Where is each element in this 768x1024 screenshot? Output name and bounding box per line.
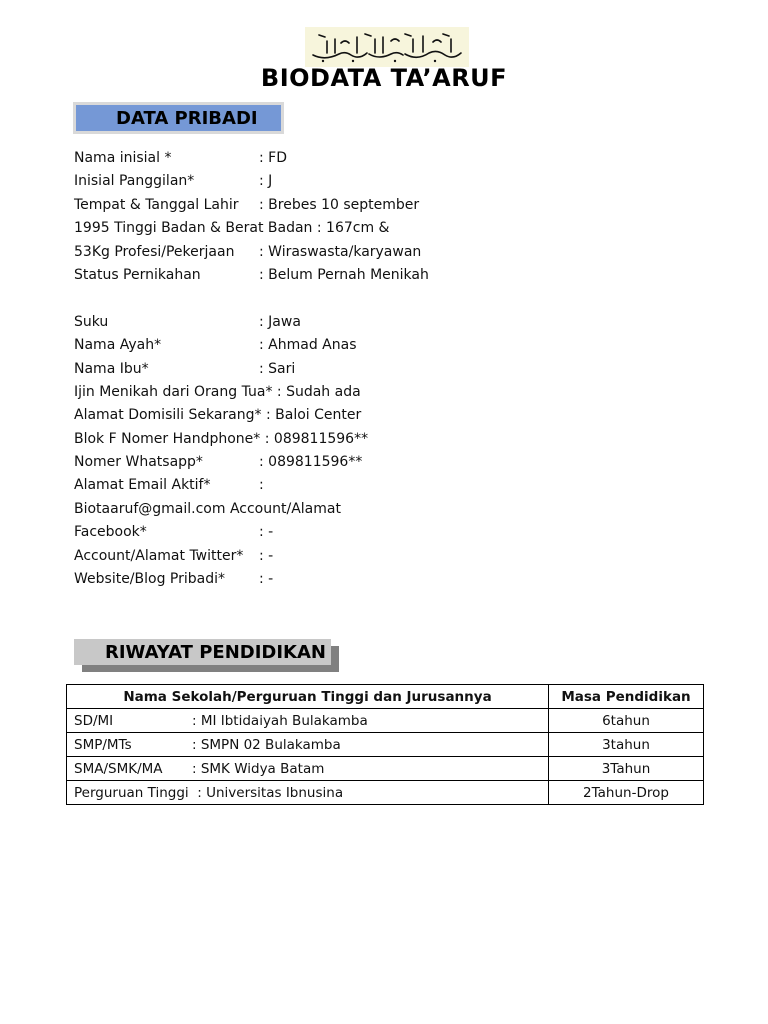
field-label: Inisial Panggilan* <box>74 173 195 190</box>
field-value: : J <box>259 173 273 190</box>
education-level: SMP/MTs <box>74 736 132 753</box>
field-label: Nama Ibu* <box>74 360 149 377</box>
field-label: Account/Alamat Twitter* <box>74 547 244 564</box>
field-value: : 089811596** <box>259 454 363 471</box>
school-name: : Universitas Ibnusina <box>197 784 344 801</box>
wrapped-text-line: Blok F Nomer Handphone* : 089811596** <box>74 430 369 447</box>
field-label: Alamat Email Aktif* <box>74 477 211 494</box>
education-level: Perguruan Tinggi <box>74 784 189 801</box>
education-table <box>66 684 704 805</box>
education-level: SD/MI <box>74 712 114 729</box>
section-header-personal <box>73 102 284 134</box>
school-cell <box>67 709 549 733</box>
section-title-education: RIWAYAT PENDIDIKAN <box>105 642 326 663</box>
table-row <box>67 757 704 781</box>
education-level: SMA/SMK/MA <box>74 760 163 777</box>
field-label: Nama inisial * <box>74 150 172 166</box>
field-value: : Ahmad Anas <box>259 337 357 354</box>
field-label: 53Kg Profesi/Pekerjaan <box>74 243 235 260</box>
table-row <box>67 709 704 733</box>
column-header-school: Nama Sekolah/Perguruan Tinggi dan Jurusannya <box>67 685 549 709</box>
field-value: : Belum Pernah Menikah <box>259 266 429 283</box>
school-name: : SMK Widya Batam <box>192 760 325 777</box>
school-cell <box>67 781 549 805</box>
field-label: Website/Blog Pribadi* <box>74 571 226 588</box>
wrapped-text-line: Ijin Menikah dari Orang Tua* : Sudah ada <box>74 383 361 400</box>
field-value: : FD <box>259 150 287 166</box>
field-label: Tempat & Tanggal Lahir <box>74 196 239 213</box>
section-header-fill <box>76 105 281 131</box>
field-label: Facebook* <box>74 524 147 541</box>
school-name: : MI Ibtidaiyah Bulakamba <box>192 712 368 729</box>
field-value: : Wiraswasta/karyawan <box>259 243 422 260</box>
field-label: Nama Ayah* <box>74 337 162 354</box>
table-row <box>67 733 704 757</box>
wrapped-text-line: Biotaaruf@gmail.com Account/Alamat <box>74 500 341 517</box>
field-value: : Sari <box>259 360 296 377</box>
school-cell <box>67 733 549 757</box>
field-value: : - <box>259 571 274 588</box>
school-cell <box>67 757 549 781</box>
field-value: : Brebes 10 september <box>259 196 420 213</box>
document-title: BIODATA TA’ARUF <box>260 64 508 92</box>
duration-cell: 3tahun <box>549 733 704 757</box>
field-label: Status Pernikahan <box>74 266 201 283</box>
calligraphy-drawing <box>305 27 469 67</box>
column-header-duration: Masa Pendidikan <box>549 685 704 709</box>
table-header-row <box>67 685 704 709</box>
duration-cell: 6tahun <box>549 709 704 733</box>
field-value: : Jawa <box>259 313 301 330</box>
field-label: Suku <box>74 313 109 330</box>
section-title-personal: DATA PRIBADI <box>116 108 258 129</box>
field-value: : <box>259 477 264 494</box>
table-row <box>67 781 704 805</box>
wrapped-text-line: 1995 Tinggi Badan & Berat Badan : 167cm & <box>74 220 390 237</box>
bismillah-calligraphy-icon <box>305 27 469 67</box>
school-name: : SMPN 02 Bulakamba <box>192 736 341 753</box>
field-label: Nomer Whatsapp* <box>74 454 203 471</box>
duration-cell: 2Tahun-Drop <box>549 781 704 805</box>
section-header-education <box>74 638 340 676</box>
field-value: : - <box>259 524 274 541</box>
field-value: : - <box>259 547 274 564</box>
wrapped-text-line: Alamat Domisili Sekarang* : Baloi Center <box>74 407 362 424</box>
duration-cell: 3Tahun <box>549 757 704 781</box>
